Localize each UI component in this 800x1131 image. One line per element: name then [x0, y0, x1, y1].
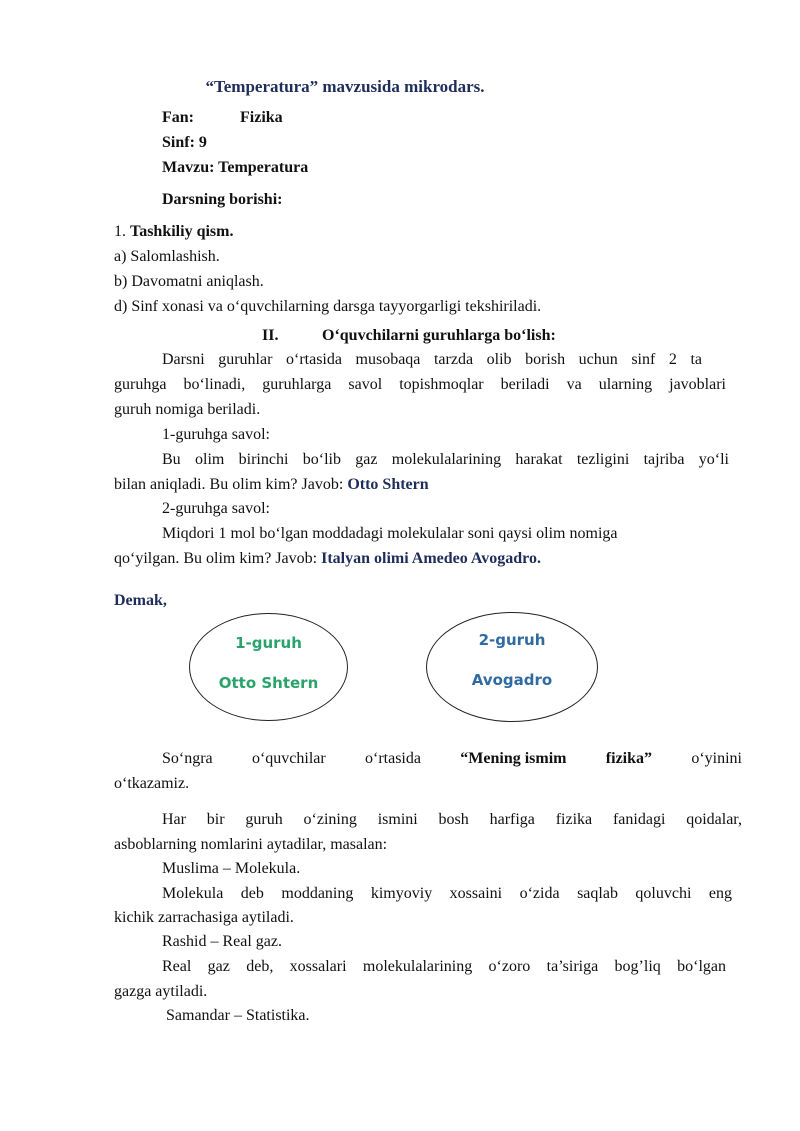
question1-text: bilan aniqladi. Bu olim kim? Javob: — [114, 476, 348, 493]
paragraph-line: guruhga bo‘linadi, guruhlarga savol topishmoqlar beriladi va ularning javoblari — [114, 376, 726, 393]
section1-item-a: a) Salomlashish. — [114, 248, 220, 265]
example-title: Rashid – Real gaz. — [162, 933, 282, 950]
section1-item-b: b) Davomatni aniqlash. — [114, 273, 264, 290]
paragraph-line: asboblarning nomlarini aytadilar, masalan: — [114, 836, 388, 853]
mavzu-line: Mavzu: Temperatura — [162, 159, 309, 176]
paragraph-line: guruh nomiga beriladi. — [114, 401, 261, 418]
answer1: Otto Shtern — [347, 476, 429, 493]
group2-ellipse — [426, 612, 598, 722]
game-line — [162, 749, 742, 769]
page-title: “Temperatura” mavzusida mikrodars. — [205, 77, 485, 96]
section1-heading — [114, 222, 233, 242]
sinf-line: Sinf: 9 — [162, 134, 207, 151]
example-title: Muslima – Molekula. — [162, 860, 301, 877]
section1-item-d: d) Sinf xonasi va o‘quvchilarning darsga tayyorgarligi tekshiriladi. — [114, 298, 542, 315]
group2-name: 2-guruh — [478, 631, 546, 649]
word: So‘ngra — [162, 750, 213, 767]
answer2: Italyan olimi Amedeo Avogadro. — [321, 550, 541, 567]
section1-title: Tashkiliy qism. — [130, 223, 234, 240]
question2-line: Miqdori 1 mol bo‘lgan moddadagi molekulalar soni qaysi olim nomiga — [162, 525, 618, 542]
example-line: Molekula deb moddaning kimyoviy xossaini o‘zida saqlab qoluvchi eng — [162, 885, 732, 902]
section1-number: 1. — [114, 223, 126, 240]
question2-text: qo‘yilgan. Bu olim kim? Javob: — [114, 550, 322, 567]
fan-label: Fan: — [162, 109, 194, 126]
question2-line — [114, 549, 541, 569]
section2-number: II. — [262, 327, 279, 344]
word: o‘yinini — [691, 750, 742, 767]
section2-title: O‘quvchilarni guruhlarga bo‘lish: — [322, 327, 556, 344]
group1-name: 1-guruh — [235, 634, 302, 652]
paragraph-line: Har bir guruh o‘zining ismini bosh harfiga fizika fanidagi qoidalar, — [162, 811, 742, 828]
fan-value: Fizika — [240, 109, 283, 126]
game-title-part: “Mening ismim — [460, 750, 567, 767]
question1-label: 1-guruhga savol: — [162, 426, 270, 443]
question1-line: Bu olim birinchi bo‘lib gaz molekulalarining harakat tezligini tajriba yo‘li — [162, 451, 729, 468]
example-line: gazga aytiladi. — [114, 983, 208, 1000]
example-line: Real gaz deb, xossalari molekulalarining o‘zoro ta’siriga bog’liq bo‘lgan — [162, 958, 726, 975]
example-title: Samandar – Statistika. — [162, 1007, 310, 1024]
word: o‘quvchilar — [251, 750, 326, 767]
group1-ellipse — [189, 613, 348, 721]
game-line: o‘tkazamiz. — [114, 775, 190, 792]
question1-line — [114, 475, 429, 495]
paragraph-line: Darsni guruhlar o‘rtasida musobaqa tarzda olib borish uchun sinf 2 ta — [162, 351, 702, 368]
group1-scientist: Otto Shtern — [218, 674, 319, 692]
word: o‘rtasida — [365, 750, 421, 767]
game-title-part: fizika” — [605, 750, 653, 767]
question2-label: 2-guruhga savol: — [162, 500, 270, 517]
example-line: kichik zarrachasiga aytiladi. — [114, 909, 294, 926]
group2-scientist: Avogadro — [471, 671, 553, 689]
demak-label: Demak, — [114, 592, 167, 609]
darsning-borishi: Darsning borishi: — [162, 191, 283, 208]
